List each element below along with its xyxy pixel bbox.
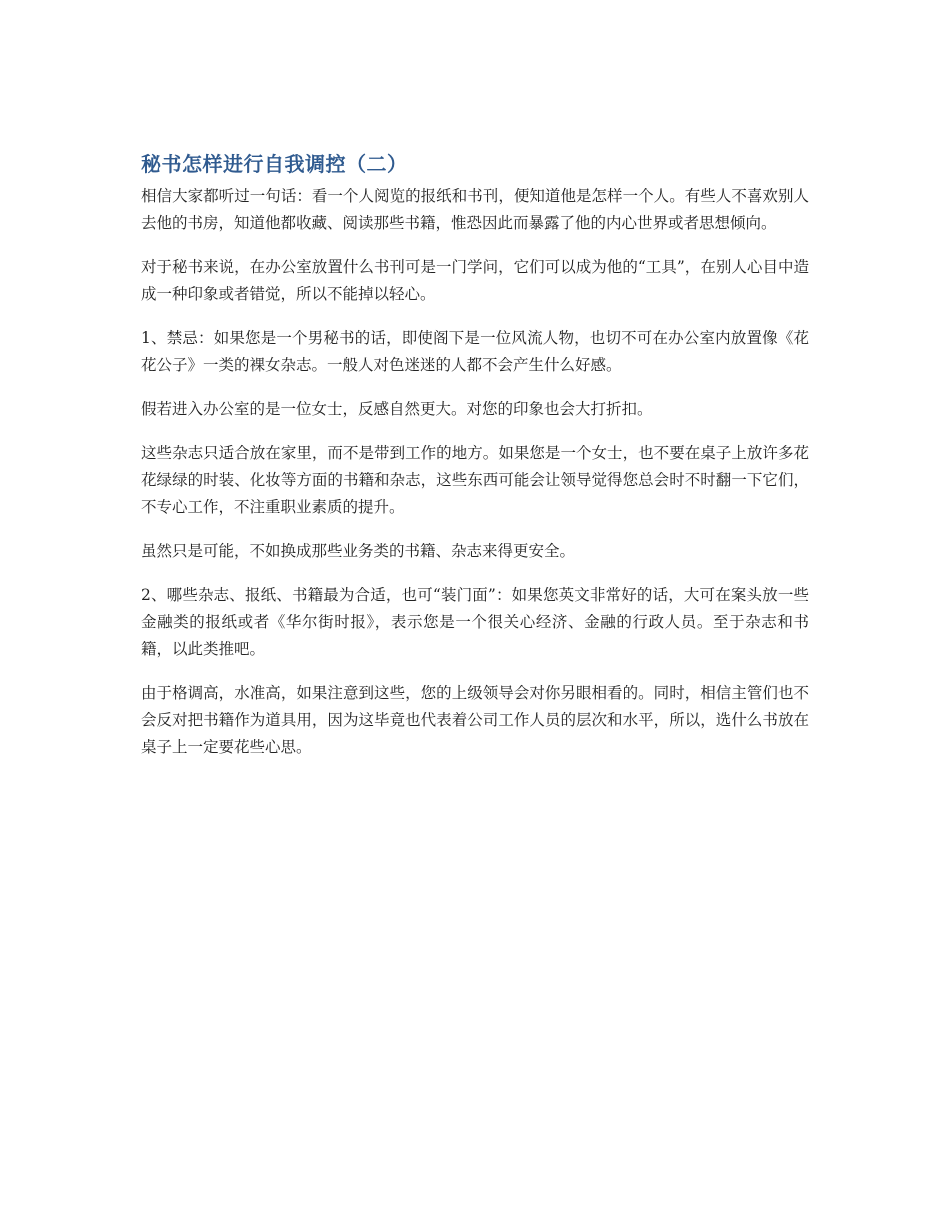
document-body: [141, 150, 809, 778]
paragraph: 1、禁忌：如果您是一个男秘书的话，即使阁下是一位风流人物，也切不可在办公室内放置像《花花公子》一类的裸女杂志。一般人对色迷迷的人都不会产生什么好感。: [141, 329, 809, 374]
paragraph: 相信大家都听过一句话：看一个人阅览的报纸和书刊，便知道他是怎样一个人。有些人不喜欢别人去他的书房，知道他都收藏、阅读那些书籍，惟恐因此而暴露了他的内心世界或者思想倾向。: [141, 187, 809, 232]
paragraph: 由于格调高，水准高，如果注意到这些，您的上级领导会对你另眼相看的。同时，相信主管们也不会反对把书籍作为道具用，因为这毕竟也代表着公司工作人员的层次和水平，所以，选什么书放在桌子上一定要花些心思。: [141, 684, 809, 756]
paragraph: 2、哪些杂志、报纸、书籍最为合适，也可“装门面”：如果您英文非常好的话，大可在案头放一些金融类的报纸或者《华尔街时报》，表示您是一个很关心经济、金融的行政人员。至于杂志和书籍，以此类推吧。: [141, 586, 809, 658]
paragraph: 对于秘书来说，在办公室放置什么书刊可是一门学问，它们可以成为他的“工具”，在别人心目中造成一种印象或者错觉，所以不能掉以轻心。: [141, 258, 809, 303]
document-title: 秘书怎样进行自我调控（二）: [141, 152, 408, 176]
paragraph: 虽然只是可能，不如换成那些业务类的书籍、杂志来得更安全。: [141, 542, 576, 560]
paragraph: 这些杂志只适合放在家里，而不是带到工作的地方。如果您是一个女士，也不要在桌子上放许多花花绿绿的时装、化妆等方面的书籍和杂志，这些东西可能会让领导觉得您总会时不时翻一下它们，不专心工作，不注重职业素质的提升。: [141, 444, 809, 516]
paragraph: 假若进入办公室的是一位女士，反感自然更大。对您的印象也会大打折扣。: [141, 400, 653, 418]
